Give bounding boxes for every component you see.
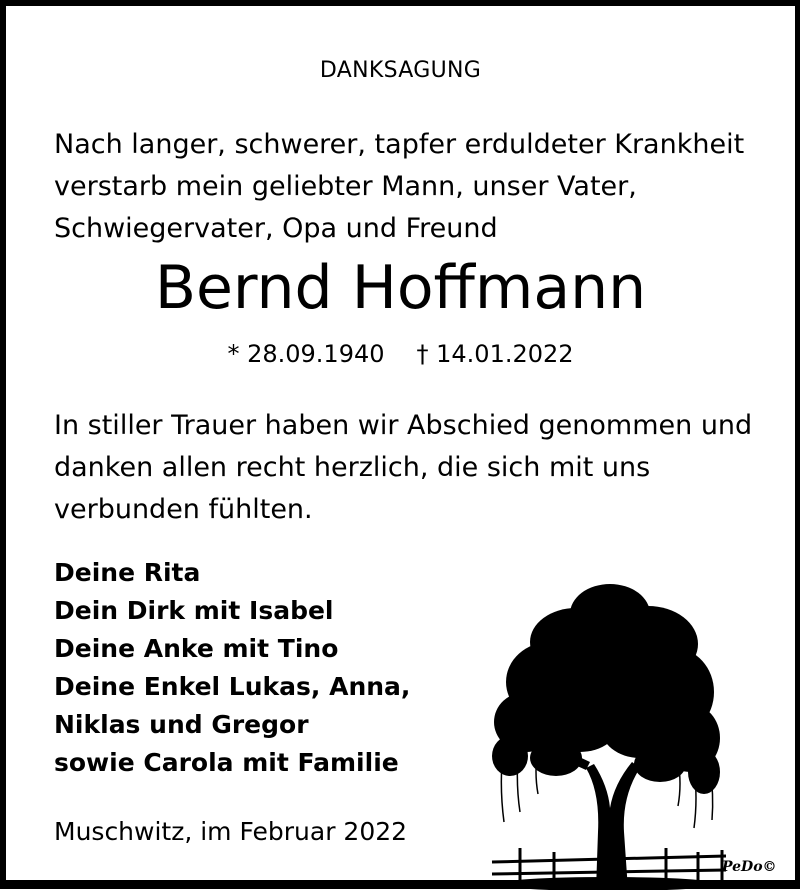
artist-signature: PeDo© xyxy=(722,859,777,875)
deceased-name: Bernd Hoffmann xyxy=(154,253,647,323)
notice-heading: DANKSAGUNG xyxy=(319,58,482,83)
family-line: Niklas und Gregor xyxy=(54,710,309,739)
family-line: Deine Rita xyxy=(54,558,201,587)
family-line: Deine Anke mit Tino xyxy=(54,634,339,663)
life-dates xyxy=(6,339,795,369)
family-line: Deine Enkel Lukas, Anna, xyxy=(54,672,411,701)
mourning-text xyxy=(54,405,774,531)
mourning-line: danken allen recht herzlich, die sich mit uns xyxy=(54,452,651,483)
intro-line: Schwiegervater, Opa und Freund xyxy=(54,213,498,244)
intro-line: Nach langer, schwerer, tapfer erduldeter Krankheit xyxy=(54,129,745,160)
death-date: † 14.01.2022 xyxy=(416,340,574,368)
intro-text xyxy=(54,124,774,250)
family-line: sowie Carola mit Familie xyxy=(54,748,399,777)
mourning-line: verbunden fühlten. xyxy=(54,494,313,525)
birth-date: * 28.09.1940 xyxy=(227,340,385,368)
tree-with-fence-icon xyxy=(490,572,726,890)
intro-line: verstarb mein geliebter Mann, unser Vater, xyxy=(54,171,637,202)
family-line: Dein Dirk mit Isabel xyxy=(54,596,334,625)
place-date: Muschwitz, im Februar 2022 xyxy=(54,817,408,846)
mourning-line: In stiller Trauer haben wir Abschied genommen und xyxy=(54,410,753,441)
family-list xyxy=(54,554,410,782)
